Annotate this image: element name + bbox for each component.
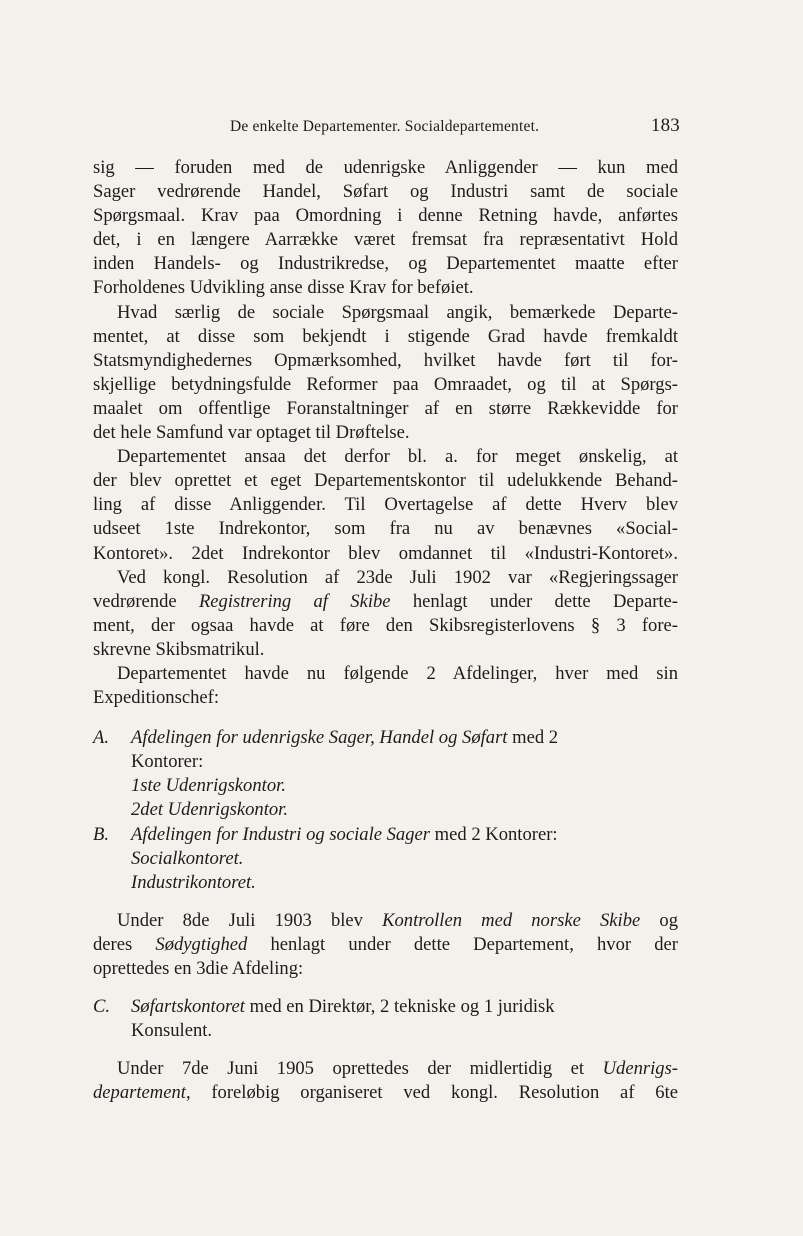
paragraph-2 [93,301,678,446]
list-item-b [93,823,678,847]
paragraph-3 [93,445,678,565]
list-label: C. [93,996,111,1018]
text-line: Departementet havde nu følgende 2 Afdelinger, hver med sin [117,662,678,684]
italic-run: Kontrollen med norske Skibe [382,909,641,931]
italic-run: Udenrigs- [602,1058,678,1080]
spacer [93,1043,678,1057]
running-title: De enkelte Departementer. Socialdepartementet. [230,118,540,135]
text-line: der blev oprettet et eget Departementskontor til udelukkende Behand- [93,470,678,492]
text-line [93,1057,678,1081]
paragraph-1 [93,156,678,301]
italic-run: Registrering af Skibe [198,590,391,612]
text-run: og [640,909,678,931]
text-run: deres [93,933,156,955]
text-line: udseet 1ste Indrekontor, som fra nu av benævnes «Social- [93,518,678,540]
italic-run: Søfartskontoret [131,996,245,1018]
spacer [93,895,678,909]
list-label: A. [93,727,110,749]
list-c [93,995,678,1043]
text-line: ment, der ogsaa havde at føre den Skibsregisterlovens § 3 fore- [93,614,678,636]
paragraph-4 [93,566,678,662]
list-continuation: Konsulent. [131,1020,213,1042]
text-run: med 2 [507,727,559,749]
paragraph-5 [93,662,678,710]
division-list [93,726,678,895]
list-item-c [93,995,678,1019]
sub-office: 1ste Udenrigskontor. [131,775,286,797]
sub-office: Socialkontoret. [131,847,244,869]
text-line [93,1081,678,1105]
list-continuation: Kontorer: [131,751,204,773]
text-line: mentet, at disse som bekjendt i stigende Grad havde fremkaldt [93,325,678,347]
italic-run: departement [93,1082,186,1104]
paragraph-6 [93,909,678,981]
text-line: Forholdenes Udvikling anse disse Krav for beføiet. [93,277,474,299]
list-label: B. [93,823,110,845]
text-run: henlagt under dette Departement, hvor der [247,933,678,955]
running-header [230,115,680,136]
text-run: , foreløbig organiseret ved kongl. Resolution af 6te [185,1082,678,1104]
text-line: det hele Samfund var optaget til Drøftelse. [93,422,410,444]
text-run: vedrørende [93,590,199,612]
text-line: Kontoret». 2det Indrekontor blev omdannet til «Industri-Kontoret». [93,542,678,564]
text-run: med en Direktør, 2 tekniske og 1 juridisk [244,996,555,1018]
text-line: ling af disse Anliggender. Til Overtagelse af dette Hverv blev [93,494,678,516]
text-line [93,909,678,933]
text-line: Spørgsmaal. Krav paa Omordning i denne Retning havde, anførtes [93,205,678,227]
text-line: skjellige betydningsfulde Reformer paa Omraadet, og til at Spørgs- [93,373,678,395]
text-line: Sager vedrørende Handel, Søfart og Industri samt de sociale [93,181,678,203]
text-line: sig — foruden med de udenrigske Anliggender — kun med [93,157,678,178]
page-number: 183 [650,115,680,136]
text-line: det, i en længere Aarrække været fremsat fra repræsentativt Hold [93,229,678,251]
text-line: Statsmyndighedernes Opmærksomhed, hvilket havde ført til for- [93,349,678,371]
text-line: Hvad særlig de sociale Spørgsmaal angik, bemærkede Departe- [117,301,678,323]
text-line: Ved kongl. Resolution af 23de Juli 1902 var «Regjeringssager [117,566,678,588]
list-item-a [93,726,678,750]
text-run: med 2 Kontorer: [430,823,558,845]
paragraph-7 [93,1057,678,1105]
text-run: henlagt under dette Departe- [390,590,678,612]
text-line: inden Handels- og Industrikredse, og Departementet maatte efter [93,253,678,275]
text-line [93,933,678,957]
text-line: oprettedes en 3die Afdeling: [93,958,304,979]
text-line: maalet om offentlige Foranstaltninger af en større Rækkevidde for [93,397,678,419]
spacer [93,981,678,995]
italic-run: Afdelingen for udenrigske Sager, Handel og Søfart [131,727,508,749]
italic-run: Afdelingen for Industri og sociale Sager [131,823,431,845]
sub-office: 2det Udenrigskontor. [131,799,289,821]
italic-run: Sødygtighed [155,933,248,955]
text-run: Under 7de Juni 1905 oprettedes der midlertidig et [117,1058,603,1080]
body-text [93,156,678,1105]
text-line: skrevne Skibsmatrikul. [93,638,265,660]
spacer [93,710,678,726]
text-line: Expeditionschef: [93,687,219,709]
text-line [93,590,678,614]
text-line: Departementet ansaa det derfor bl. a. for meget ønskelig, at [117,446,678,468]
sub-office: Industrikontoret. [131,871,256,893]
text-run: Under 8de Juli 1903 blev [117,909,383,931]
